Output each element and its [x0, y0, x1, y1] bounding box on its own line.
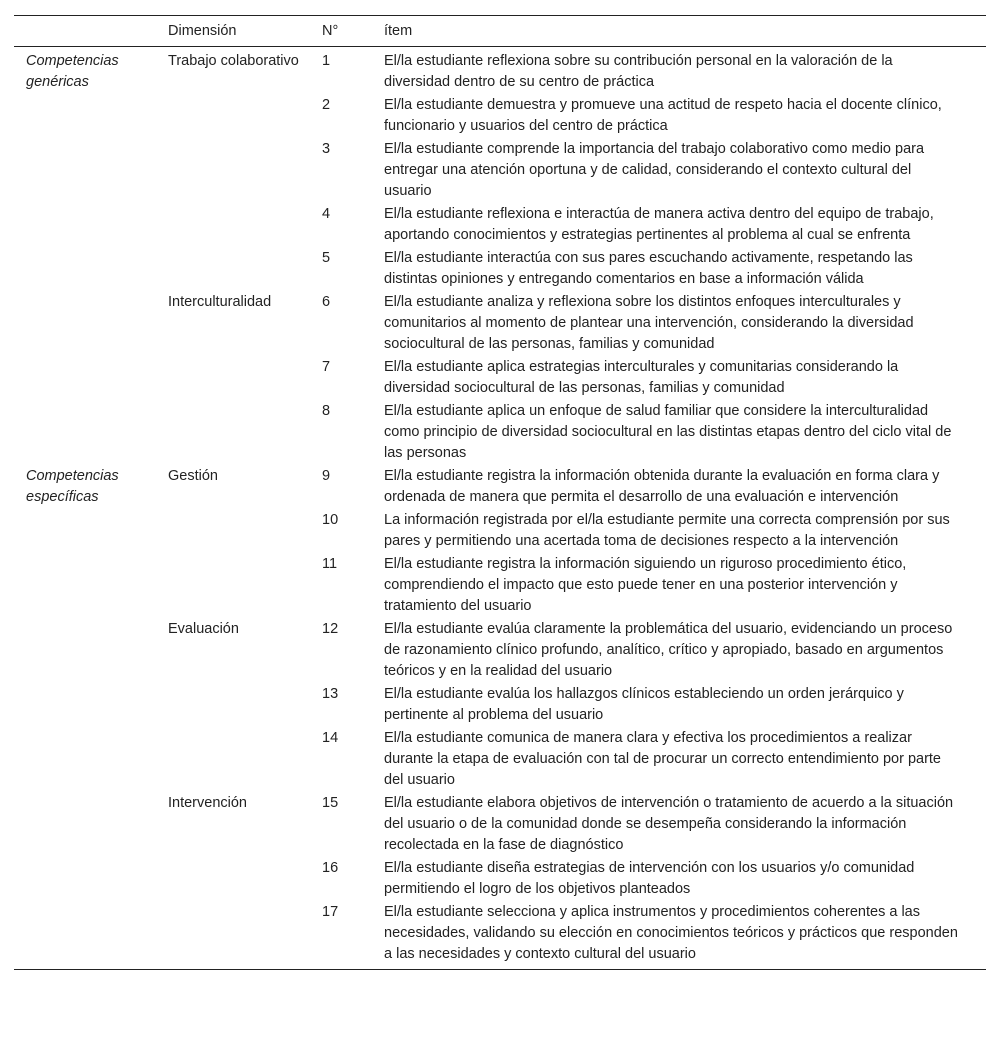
dimension-cell: Intervención — [168, 795, 247, 811]
item-cell: El/la estudiante registra la información obtenida durante la evaluación en forma clara y ordenada de manera que permita el desarrollo de una evaluación e intervención — [384, 468, 940, 505]
number-cell: 7 — [322, 359, 331, 375]
table-row — [14, 857, 986, 901]
table-row — [14, 203, 986, 247]
table-row — [14, 553, 986, 618]
item-cell: El/la estudiante reflexiona e interactúa de manera activa dentro del equipo de trabajo, aportando conocimientos y estrategias pertinentes al problema al cual se enfrenta — [384, 206, 934, 243]
header-number: N° — [322, 23, 339, 39]
table-row — [14, 47, 986, 95]
header-competencia — [14, 16, 168, 47]
table-row — [14, 465, 986, 509]
table-row — [14, 138, 986, 203]
table-row — [14, 618, 986, 683]
item-cell: El/la estudiante comprende la importancia del trabajo colaborativo como medio para entregar una atención oportuna y de calidad, considerando el contexto cultural del usuario — [384, 141, 925, 199]
table-row — [14, 683, 986, 727]
number-cell: 13 — [322, 686, 339, 702]
number-cell: 1 — [322, 53, 331, 69]
competencia-cell — [14, 509, 168, 553]
dimension-cell — [168, 247, 322, 291]
competencia-cell — [14, 857, 168, 901]
dimension-cell — [168, 138, 322, 203]
number-cell: 11 — [322, 556, 338, 572]
number-cell: 9 — [322, 468, 331, 484]
competencia-cell: Competencias genéricas — [26, 53, 119, 90]
competencia-cell — [14, 683, 168, 727]
number-cell: 17 — [322, 904, 339, 920]
item-cell: El/la estudiante analiza y reflexiona sobre los distintos enfoques interculturales y comunitarios al momento de plantear una intervención, considerando la diversidad sociocultural de las personas, familias y comunidad — [384, 294, 914, 352]
item-cell: La información registrada por el/la estudiante permite una correcta comprensión por sus pares y permitiendo una acertada toma de decisiones respecto a la intervención — [384, 512, 950, 549]
item-cell: El/la estudiante registra la información siguiendo un riguroso procedimiento ético, comprendiendo el impacto que esto puede tener en una posterior intervención y tratamiento del usuario — [384, 556, 907, 614]
item-cell: El/la estudiante aplica estrategias interculturales y comunitarias considerando la diversidad sociocultural de las personas, familias y comunidad — [384, 359, 899, 396]
dimension-cell: Evaluación — [168, 621, 239, 637]
number-cell: 14 — [322, 730, 339, 746]
dimension-cell: Trabajo colaborativo — [168, 53, 299, 69]
item-cell: El/la estudiante selecciona y aplica instrumentos y procedimientos coherentes a las necesidades, validando su elección en conocimientos teóricos y prácticos que responden a las necesidades y contexto cultural del usuario — [384, 904, 958, 962]
dimension-cell — [168, 683, 322, 727]
item-cell: El/la estudiante elabora objetivos de intervención o tratamiento de acuerdo a la situación del usuario o de la comunidad donde se desempeña considerando la información recolectada en la fase de diagnóstico — [384, 795, 954, 853]
item-cell: El/la estudiante interactúa con sus pares escuchando activamente, respetando las distintas opiniones y entregando comentarios en base a información válida — [384, 250, 913, 287]
item-cell: El/la estudiante comunica de manera clara y efectiva los procedimientos a realizar durante la etapa de evaluación con tal de procurar un correcto entendimiento por parte del usuario — [384, 730, 941, 788]
dimension-cell — [168, 509, 322, 553]
competencia-cell — [14, 203, 168, 247]
competencia-cell — [14, 618, 168, 683]
competencia-cell — [14, 553, 168, 618]
number-cell: 2 — [322, 97, 331, 113]
table-row — [14, 247, 986, 291]
dimension-cell — [168, 727, 322, 792]
number-cell: 5 — [322, 250, 331, 266]
number-cell: 8 — [322, 403, 331, 419]
competencia-cell — [14, 356, 168, 400]
competencia-cell — [14, 901, 168, 970]
dimension-cell — [168, 94, 322, 138]
dimension-cell — [168, 553, 322, 618]
competencies-table — [14, 15, 986, 970]
dimension-cell: Gestión — [168, 468, 218, 484]
header-item: ítem — [384, 23, 413, 39]
item-cell: El/la estudiante reflexiona sobre su contribución personal en la valoración de la diversidad dentro de su centro de práctica — [384, 53, 893, 90]
number-cell: 10 — [322, 512, 339, 528]
number-cell: 12 — [322, 621, 339, 637]
table-row — [14, 509, 986, 553]
item-cell: El/la estudiante demuestra y promueve una actitud de respeto hacia el docente clínico, funcionario y usuarios del centro de práctica — [384, 97, 942, 134]
competencia-cell — [14, 792, 168, 857]
table-row — [14, 792, 986, 857]
table-row — [14, 356, 986, 400]
dimension-cell — [168, 857, 322, 901]
item-cell: El/la estudiante evalúa los hallazgos clínicos estableciendo un orden jerárquico y pertinente al problema del usuario — [384, 686, 904, 723]
dimension-cell — [168, 356, 322, 400]
header-dimension: Dimensión — [168, 23, 237, 39]
number-cell: 4 — [322, 206, 331, 222]
number-cell: 16 — [322, 860, 339, 876]
item-cell: El/la estudiante diseña estrategias de intervención con los usuarios y/o comunidad permitiendo el logro de los objetivos planteados — [384, 860, 915, 897]
dimension-cell — [168, 901, 322, 970]
table-row — [14, 291, 986, 356]
item-cell: El/la estudiante evalúa claramente la problemática del usuario, evidenciando un proceso de razonamiento clínico profundo, analítico, crítico y apropiado, basado en argumentos teóricos y en la realidad del usuario — [384, 621, 953, 679]
table-row — [14, 400, 986, 465]
competencia-cell — [14, 138, 168, 203]
header-row — [14, 16, 986, 47]
dimension-cell — [168, 203, 322, 247]
competencia-cell — [14, 94, 168, 138]
item-cell: El/la estudiante aplica un enfoque de salud familiar que considere la interculturalidad como principio de diversidad sociocultural en las distintas etapas dentro del ciclo vital de las personas — [384, 403, 952, 461]
number-cell: 3 — [322, 141, 331, 157]
dimension-cell — [168, 400, 322, 465]
competencia-cell — [14, 291, 168, 356]
table-row — [14, 727, 986, 792]
table-row — [14, 901, 986, 970]
competencia-cell — [14, 400, 168, 465]
number-cell: 6 — [322, 294, 331, 310]
number-cell: 15 — [322, 795, 339, 811]
competencia-cell — [14, 727, 168, 792]
dimension-cell: Interculturalidad — [168, 294, 272, 310]
competencia-cell: Competencias específicas — [26, 468, 119, 505]
competencia-cell — [14, 247, 168, 291]
table-row — [14, 94, 986, 138]
